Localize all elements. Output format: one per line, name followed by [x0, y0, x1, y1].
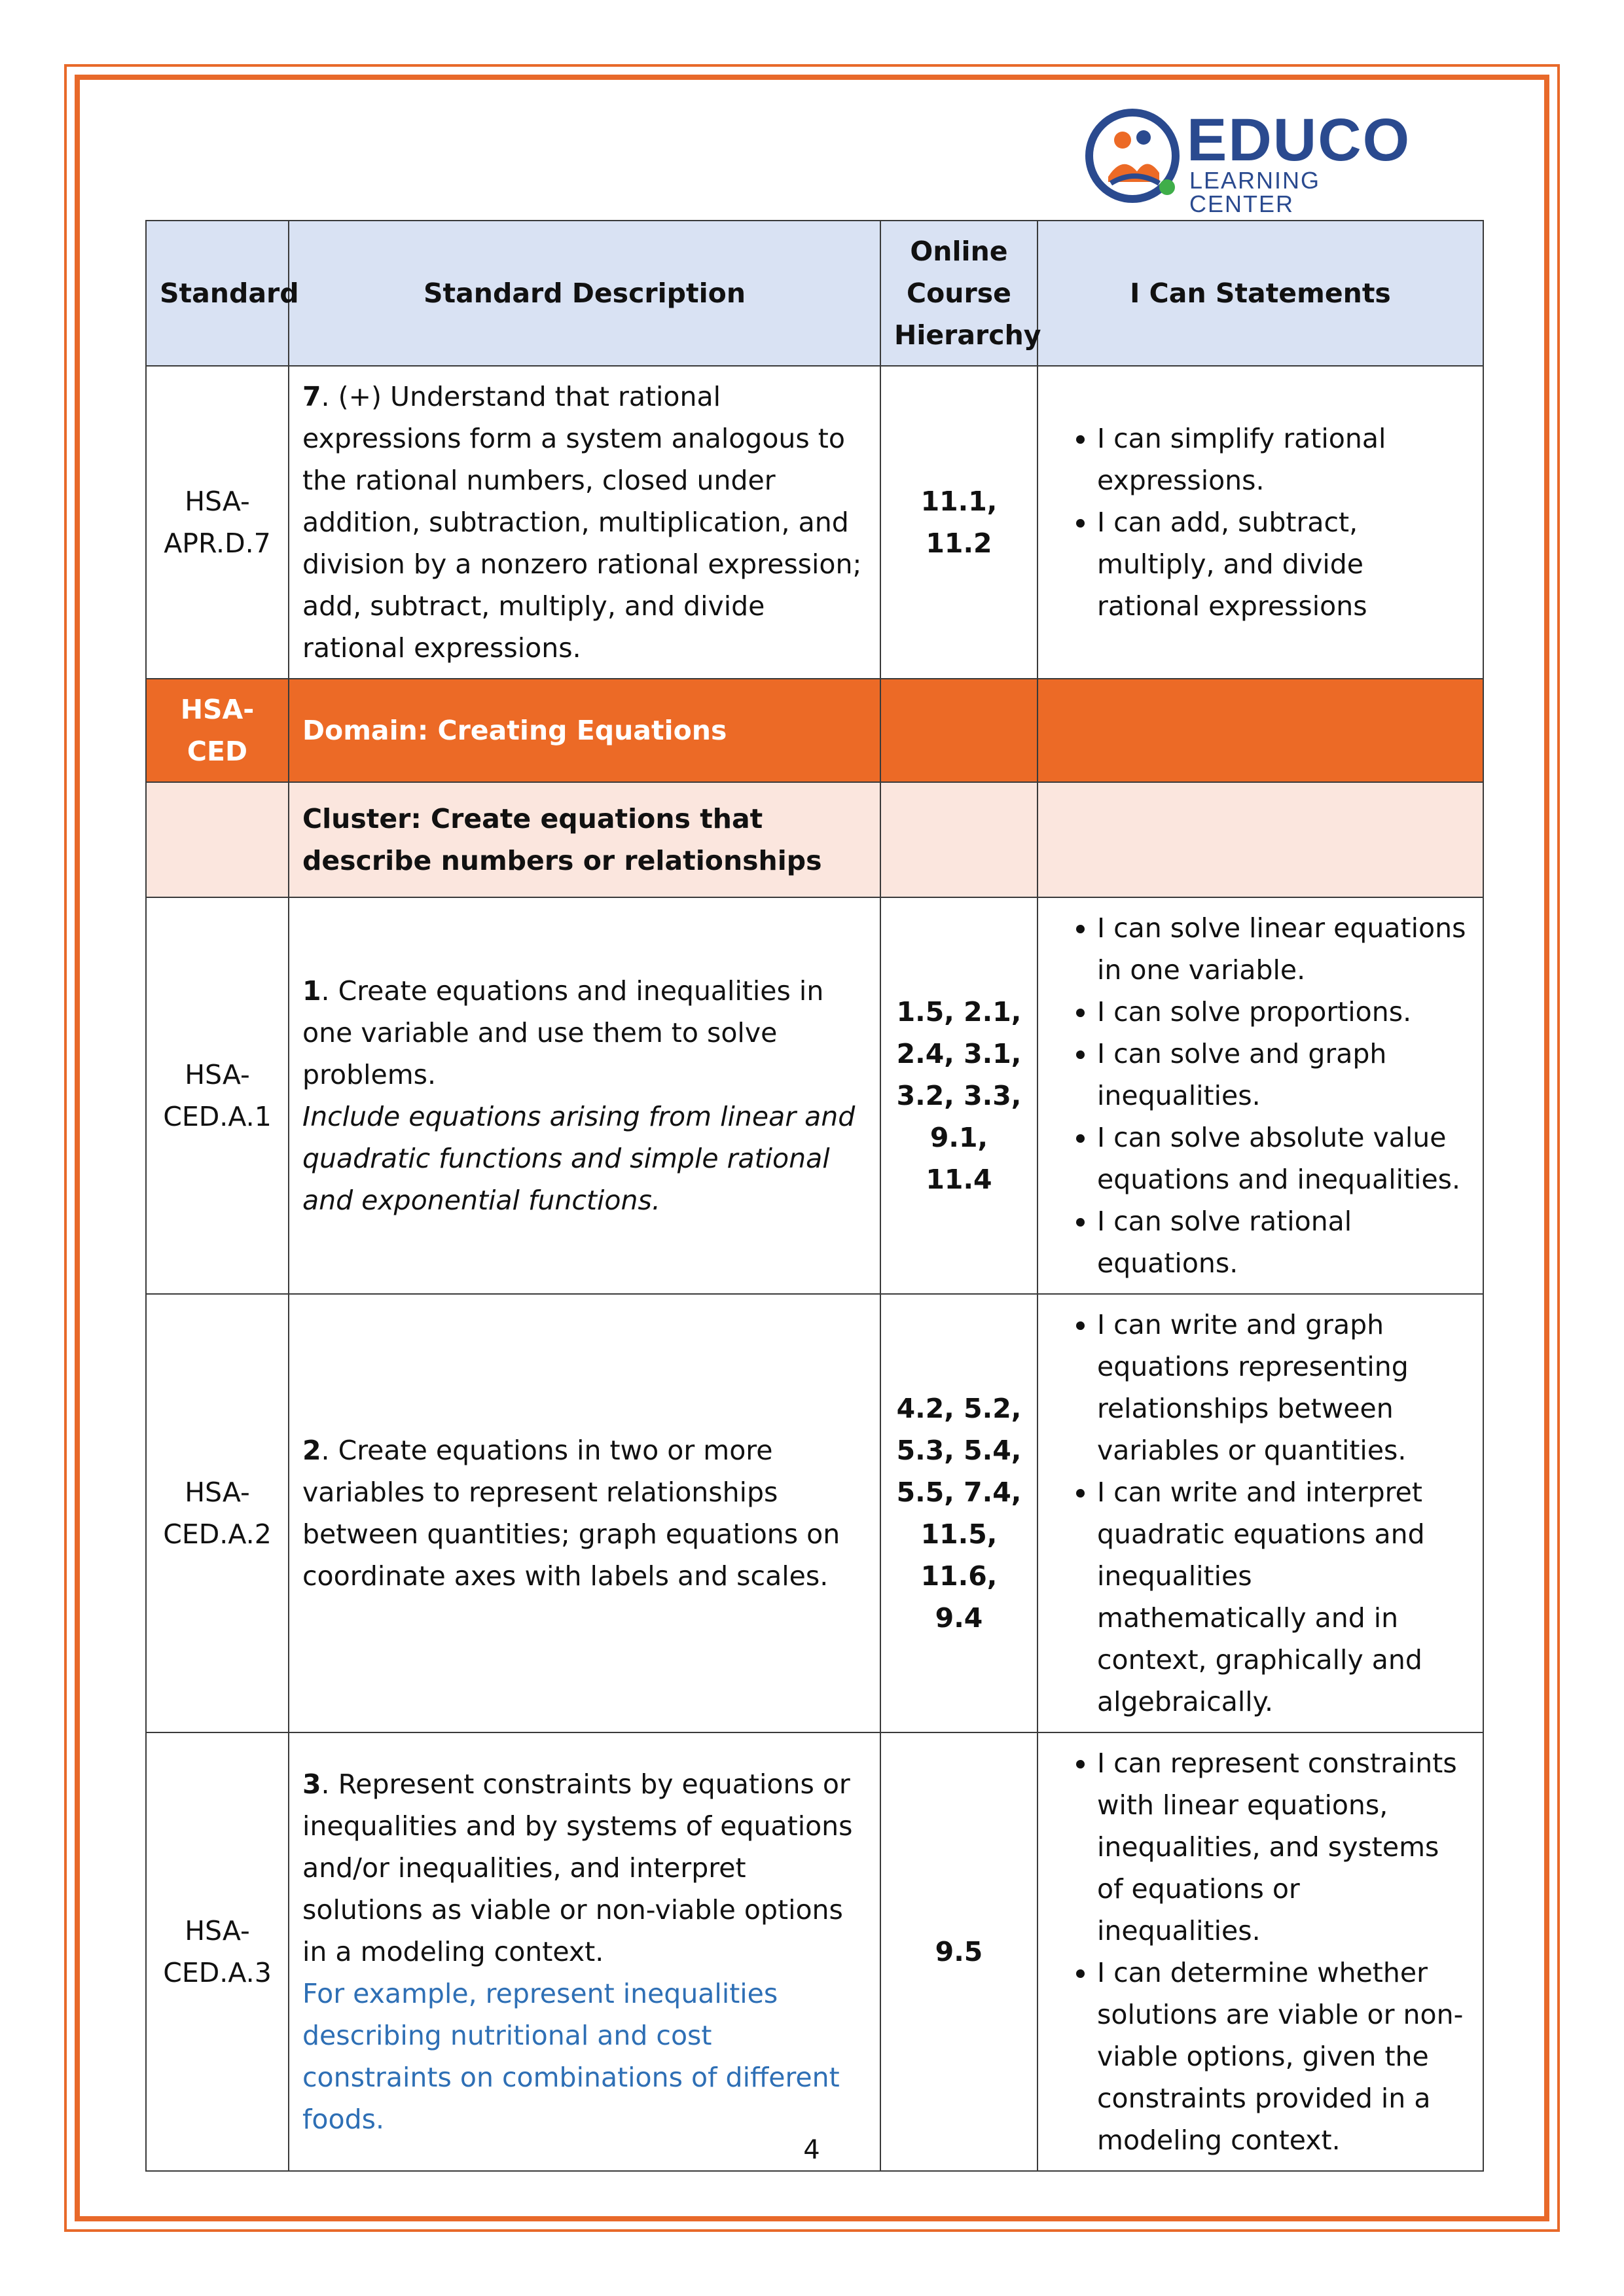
page-number: 4 [803, 2135, 820, 2165]
i-can-statements [1038, 1732, 1483, 2171]
empty-cell [880, 782, 1038, 897]
standard-italic-note: Include equations arising from linear and quadratic functions and simple rational and exponential functions. [302, 1101, 856, 1216]
standard-code: HSA-CED.A.3 [146, 1732, 289, 2171]
list-item: • I can solve rational equations. [1097, 1200, 1470, 1284]
logo-name: EDUCO [1187, 107, 1411, 173]
standard-code: HSA-CED.A.1 [146, 897, 289, 1294]
list-item: • I can solve linear equations in one variable. [1097, 907, 1470, 991]
i-can-statements [1038, 897, 1483, 1294]
standard-text: . Create equations and inequalities in one variable and use them to solve problems. [302, 975, 824, 1090]
domain-title: Domain: Creating Equations [289, 679, 880, 782]
table-row [146, 1732, 1483, 2171]
standard-text: . Represent constraints by equations or inequalities and by systems of equations and/or inequalities, and interpret solutions as viable or non-viable options in a modeling context. [302, 1768, 853, 1967]
standard-description [289, 1294, 880, 1732]
empty-cell [1038, 782, 1483, 897]
standard-code: HSA-APR.D.7 [146, 366, 289, 679]
standard-text: . (+) Understand that rational expressions form a system analogous to the rational numbers, closed under addition, subtraction, multiplication, and division by a nonzero rational expression; add, subtract, multiply, and divide rational expressions. [302, 381, 862, 664]
cluster-title: Cluster: Create equations that describe numbers or relationships [289, 782, 880, 897]
logo-subtitle: LEARNING CENTER [1189, 167, 1321, 217]
empty-cell [880, 679, 1038, 782]
standard-description [289, 366, 880, 679]
standard-number: 1 [302, 975, 321, 1007]
standard-number: 2 [302, 1435, 321, 1466]
list-item: • I can write and interpret quadratic equations and inequalities mathematically and in context, graphically and algebraically. [1097, 1471, 1470, 1723]
i-can-statements [1038, 366, 1483, 679]
list-item: • I can simplify rational expressions. [1097, 418, 1470, 501]
standard-number: 3 [302, 1768, 321, 1800]
empty-cell [146, 782, 289, 897]
list-item: • I can write and graph equations representing relationships between variables or quantities. [1097, 1304, 1470, 1471]
standard-number: 7 [302, 381, 321, 412]
list-item: • I can determine whether solutions are viable or non-viable options, given the constraints provided in a modeling context. [1097, 1952, 1470, 2161]
i-can-statements [1038, 1294, 1483, 1732]
standard-description [289, 1732, 880, 2171]
standards-table [145, 220, 1484, 2172]
table-row [146, 897, 1483, 1294]
logo-emblem-icon [1083, 103, 1182, 208]
list-item: • I can solve absolute value equations and inequalities. [1097, 1117, 1470, 1200]
course-hierarchy: 1.5, 2.1, 2.4, 3.1, 3.2, 3.3, 9.1, 11.4 [880, 897, 1038, 1294]
table-header-row [146, 221, 1483, 366]
domain-row [146, 679, 1483, 782]
empty-cell [1038, 679, 1483, 782]
header-hierarchy: Online Course Hierarchy [880, 221, 1038, 366]
course-hierarchy: 9.5 [880, 1732, 1038, 2171]
educo-logo [1083, 103, 1424, 217]
course-hierarchy: 4.2, 5.2, 5.3, 5.4, 5.5, 7.4, 11.5, 11.6, 9.4 [880, 1294, 1038, 1732]
standard-code: HSA-CED.A.2 [146, 1294, 289, 1732]
list-item: • I can solve and graph inequalities. [1097, 1033, 1470, 1117]
header-description: Standard Description [289, 221, 880, 366]
header-standard: Standard [146, 221, 289, 366]
list-item: • I can represent constraints with linear equations, inequalities, and systems of equations or inequalities. [1097, 1742, 1470, 1952]
list-item: • I can add, subtract, multiply, and divide rational expressions [1097, 501, 1470, 627]
cluster-row [146, 782, 1483, 897]
table-row [146, 1294, 1483, 1732]
standard-example: For example, represent inequalities describing nutritional and cost constraints on combinations of different foods. [302, 1978, 840, 2135]
list-item: • I can solve proportions. [1097, 991, 1470, 1033]
course-hierarchy: 11.1, 11.2 [880, 366, 1038, 679]
standard-text: . Create equations in two or more variables to represent relationships between quantities; graph equations on coordinate axes with labels and scales. [302, 1435, 840, 1592]
domain-code: HSA-CED [146, 679, 289, 782]
table-row [146, 366, 1483, 679]
header-statements: I Can Statements [1038, 221, 1483, 366]
standard-description [289, 897, 880, 1294]
